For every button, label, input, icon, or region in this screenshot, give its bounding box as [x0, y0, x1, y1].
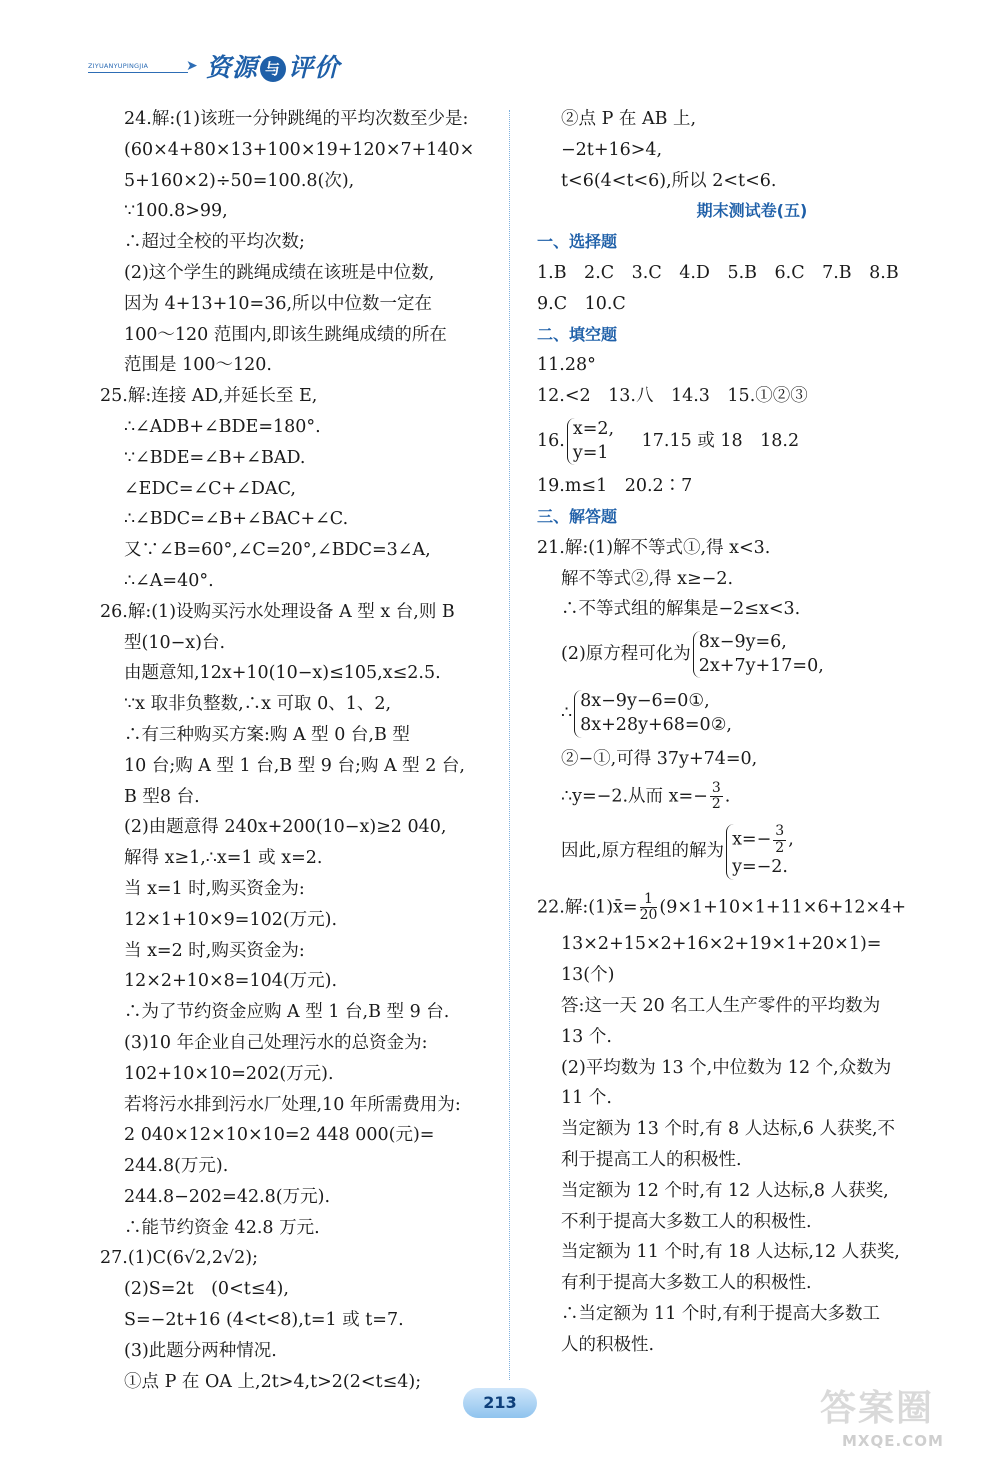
page-header — [88, 44, 348, 84]
header-title-b: 评价 — [288, 53, 341, 82]
text-line: ②−①,可得 37y+74=0, — [561, 748, 758, 769]
text-line: 100～120 范围内,即该生跳绳成绩的所在 — [124, 324, 447, 345]
fraction — [773, 824, 786, 856]
system-row: y=1 — [572, 442, 609, 463]
fill-answer-11: 11.28° — [537, 355, 596, 376]
text-line: 13 个. — [561, 1026, 612, 1047]
text-line: 不利于提高大多数工人的积极性. — [561, 1211, 812, 1232]
arrow-icon: ➤ — [186, 58, 198, 74]
fraction — [640, 892, 658, 924]
watermark-logo: 答案圈 — [820, 1388, 935, 1429]
fill-16-rest: 17.15 或 18 18.2 — [641, 431, 800, 452]
text-line: ∴不等式组的解集是−2≤x<3. — [561, 599, 801, 620]
system-row: 8x+28y+68=0②, — [580, 715, 732, 736]
text-line: (3)10 年企业自己处理污水的总资金为: — [124, 1032, 428, 1053]
fraction-denominator: 2 — [711, 795, 721, 812]
section-solve-heading: 三、解答题 — [537, 507, 618, 527]
text-line: 11 个. — [561, 1088, 612, 1109]
text-line: 由题意知,12x+10(10−x)≤105,x≤2.5. — [124, 663, 441, 684]
text-line: 102+10×10=202(万元). — [124, 1063, 334, 1084]
text-line: 当定额为 11 个时,有 18 人达标,12 人获奖, — [561, 1242, 900, 1263]
text-line: ∴当定额为 11 个时,有利于提高大多数工 — [561, 1304, 880, 1325]
text-line: 12×1+10×9=102(万元). — [124, 909, 338, 930]
system-row: 2x+7y+17=0, — [698, 655, 824, 676]
system-row-a: x=− — [732, 829, 772, 850]
text-line: ∴能节约资金 42.8 万元. — [124, 1217, 320, 1238]
text-line: 又∵∠B=60°,∠C=20°,∠BDC=3∠A, — [124, 540, 431, 561]
text-line: 人的积极性. — [561, 1334, 655, 1355]
q21-part3-label: ∴ — [561, 703, 573, 724]
column-divider — [509, 110, 510, 1380]
right-column — [537, 104, 937, 1361]
q21-part5-text: ∴y=−2.从而 x=− — [561, 785, 708, 806]
text-line: ∠EDC=∠C+∠DAC, — [124, 478, 296, 499]
q22-post: (9×1+10×1+11×6+12×4+ — [659, 897, 906, 918]
page-number: 213 — [463, 1388, 537, 1418]
text-line: ∴为了节约资金应购 A 型 1 台,B 型 9 台. — [124, 1002, 450, 1023]
fraction — [710, 781, 723, 813]
text-line: 13×2+15×2+16×2+19×1+20×1)= — [561, 934, 882, 955]
text-line: 范围是 100～120. — [124, 355, 272, 376]
text-line: (2)平均数为 13 个,中位数为 12 个,众数为 — [561, 1057, 892, 1078]
text-line: ∵∠BDE=∠B+∠BAD. — [124, 447, 306, 468]
text-line: 21.解:(1)解不等式①,得 x<3. — [537, 537, 771, 558]
fill-16-label: 16. — [537, 431, 565, 452]
text-line: 解不等式②,得 x≥−2. — [561, 568, 734, 589]
text-line: 有利于提高大多数工人的积极性. — [561, 1273, 812, 1294]
system-row: 8x−9y−6=0①, — [580, 691, 710, 712]
text-line: 26.解:(1)设购买污水处理设备 A 型 x 台,则 B — [100, 601, 455, 622]
text-line: 5+160×2)÷50=100.8(次), — [124, 170, 355, 191]
q22-line-1 — [537, 886, 937, 930]
text-line: 当定额为 12 个时,有 12 人达标,8 人获奖, — [561, 1180, 889, 1201]
text-line: t<6(4<t<6),所以 2<t<6. — [561, 170, 777, 191]
exam-title: 期末测试卷(五) — [696, 201, 808, 221]
text-line: 13(个) — [561, 965, 615, 986]
header-rule — [88, 72, 188, 73]
q21-part6 — [537, 818, 937, 885]
text-line: ①点 P 在 OA 上,2t>4,t>2(2<t≤4); — [124, 1371, 422, 1392]
text-line: 12×2+10×8=104(万元). — [124, 971, 338, 992]
text-line: 244.8(万元). — [124, 1156, 229, 1177]
text-line: (2)由题意得 240x+200(10−x)≥2 040, — [124, 817, 447, 838]
text-line: 当定额为 13 个时,有 8 人达标,6 人获奖,不 — [561, 1119, 896, 1140]
system-row: 8x−9y=6, — [698, 632, 787, 653]
text-line: 答:这一天 20 名工人生产零件的平均数为 — [561, 996, 881, 1017]
text-line: 因为 4+13+10=36,所以中位数一定在 — [124, 293, 433, 314]
system-row: x=2, — [572, 418, 615, 439]
text-line: (2)这个学生的跳绳成绩在该班是中位数, — [124, 262, 435, 283]
fill-answer-12: 12.<2 13.八 14.3 15.①②③ — [537, 386, 808, 407]
text-line: S=−2t+16 (4<t<8),t=1 或 t=7. — [124, 1310, 404, 1331]
equation-system — [574, 690, 732, 737]
text-line: (3)此题分两种情况. — [124, 1340, 277, 1361]
text-line: 当 x=1 时,购买资金为: — [124, 878, 305, 899]
fraction-denominator: 2 — [775, 839, 785, 856]
text-line: ∵x 取非负整数,∴x 可取 0、1、2, — [124, 694, 392, 715]
text-line: 型(10−x)台. — [124, 632, 226, 653]
watermark-url: MXQE.COM — [842, 1432, 944, 1450]
choice-answers-line: 9.C 10.C — [537, 293, 626, 314]
choice-answers-line: 1.B 2.C 3.C 4.D 5.B 6.C 7.B 8.B — [537, 262, 899, 283]
equation-system — [726, 824, 794, 879]
system-row — [732, 824, 794, 856]
section-fill-heading: 二、填空题 — [537, 324, 618, 344]
text-line: (2)S=2t (0<t≤4), — [124, 1279, 289, 1300]
equation-system — [567, 418, 614, 465]
text-line: ∴有三种购买方案:购 A 型 0 台,B 型 — [124, 724, 410, 745]
fraction-denominator: 20 — [639, 907, 658, 924]
text-line: ∴超过全校的平均次数; — [124, 232, 305, 253]
q21-part6-label: 因此,原方程组的解为 — [561, 841, 725, 862]
text-line: 当 x=2 时,购买资金为: — [124, 940, 305, 961]
text-line: 244.8−202=42.8(万元). — [124, 1186, 331, 1207]
text-line: ∴∠A=40°. — [124, 570, 214, 591]
text-line: (60×4+80×13+100×19+120×7+140× — [124, 139, 475, 160]
q21-part2-label: (2)原方程可化为 — [561, 644, 691, 665]
text-line: 27.(1)C(6√2,2√2); — [100, 1248, 258, 1269]
fill-answer-19: 19.m≤1 20.2∶7 — [537, 476, 693, 497]
text-line: 24.解:(1)该班一分钟跳绳的平均次数至少是: — [124, 109, 469, 129]
q22-pre: 22.解:(1)x̄= — [537, 897, 638, 918]
text-line: ∵100.8>99, — [124, 201, 228, 222]
text-line: B 型8 台. — [124, 786, 200, 807]
system-row: y=−2. — [732, 857, 788, 878]
left-column — [100, 104, 494, 1397]
text-line: 利于提高工人的积极性. — [561, 1150, 742, 1171]
text-line: 25.解:连接 AD,并延长至 E, — [100, 386, 318, 407]
header-title — [206, 48, 340, 84]
text-line: ∴∠BDC=∠B+∠BAC+∠C. — [124, 509, 349, 530]
fill-answer-16 — [537, 412, 937, 471]
fraction-numerator: 1 — [640, 892, 658, 908]
text-line: −2t+16>4, — [561, 139, 663, 160]
fraction-numerator: 3 — [775, 823, 785, 840]
header-title-a: 资源 — [206, 53, 259, 82]
q21-part5: ∴y=−2.从而 x=− $\frac{3}{2}$ . — [561, 779, 731, 812]
text-line: 2 040×12×10×10=2 448 000(元)= — [124, 1125, 435, 1146]
header-pinyin: ZIYUANYUPINGJIA — [88, 62, 149, 70]
text-line: 10 台;购 A 型 1 台,B 型 9 台;购 A 型 2 台, — [124, 755, 465, 776]
q21-part3 — [537, 684, 937, 743]
section-choice-heading: 一、选择题 — [537, 232, 618, 252]
text-line: ∴∠ADB+∠BDE=180°. — [124, 416, 321, 437]
fraction-numerator: 3 — [711, 779, 721, 796]
text-line: ②点 P 在 AB 上, — [561, 109, 697, 129]
text-line: 解得 x≥1,∴x=1 或 x=2. — [124, 848, 323, 869]
header-title-amp: 与 — [260, 56, 286, 82]
text-line: 若将污水排到污水厂处理,10 年所需费用为: — [124, 1094, 461, 1115]
system-row-comma: , — [788, 829, 794, 850]
q21-part2 — [537, 625, 937, 684]
equation-system — [693, 631, 824, 678]
